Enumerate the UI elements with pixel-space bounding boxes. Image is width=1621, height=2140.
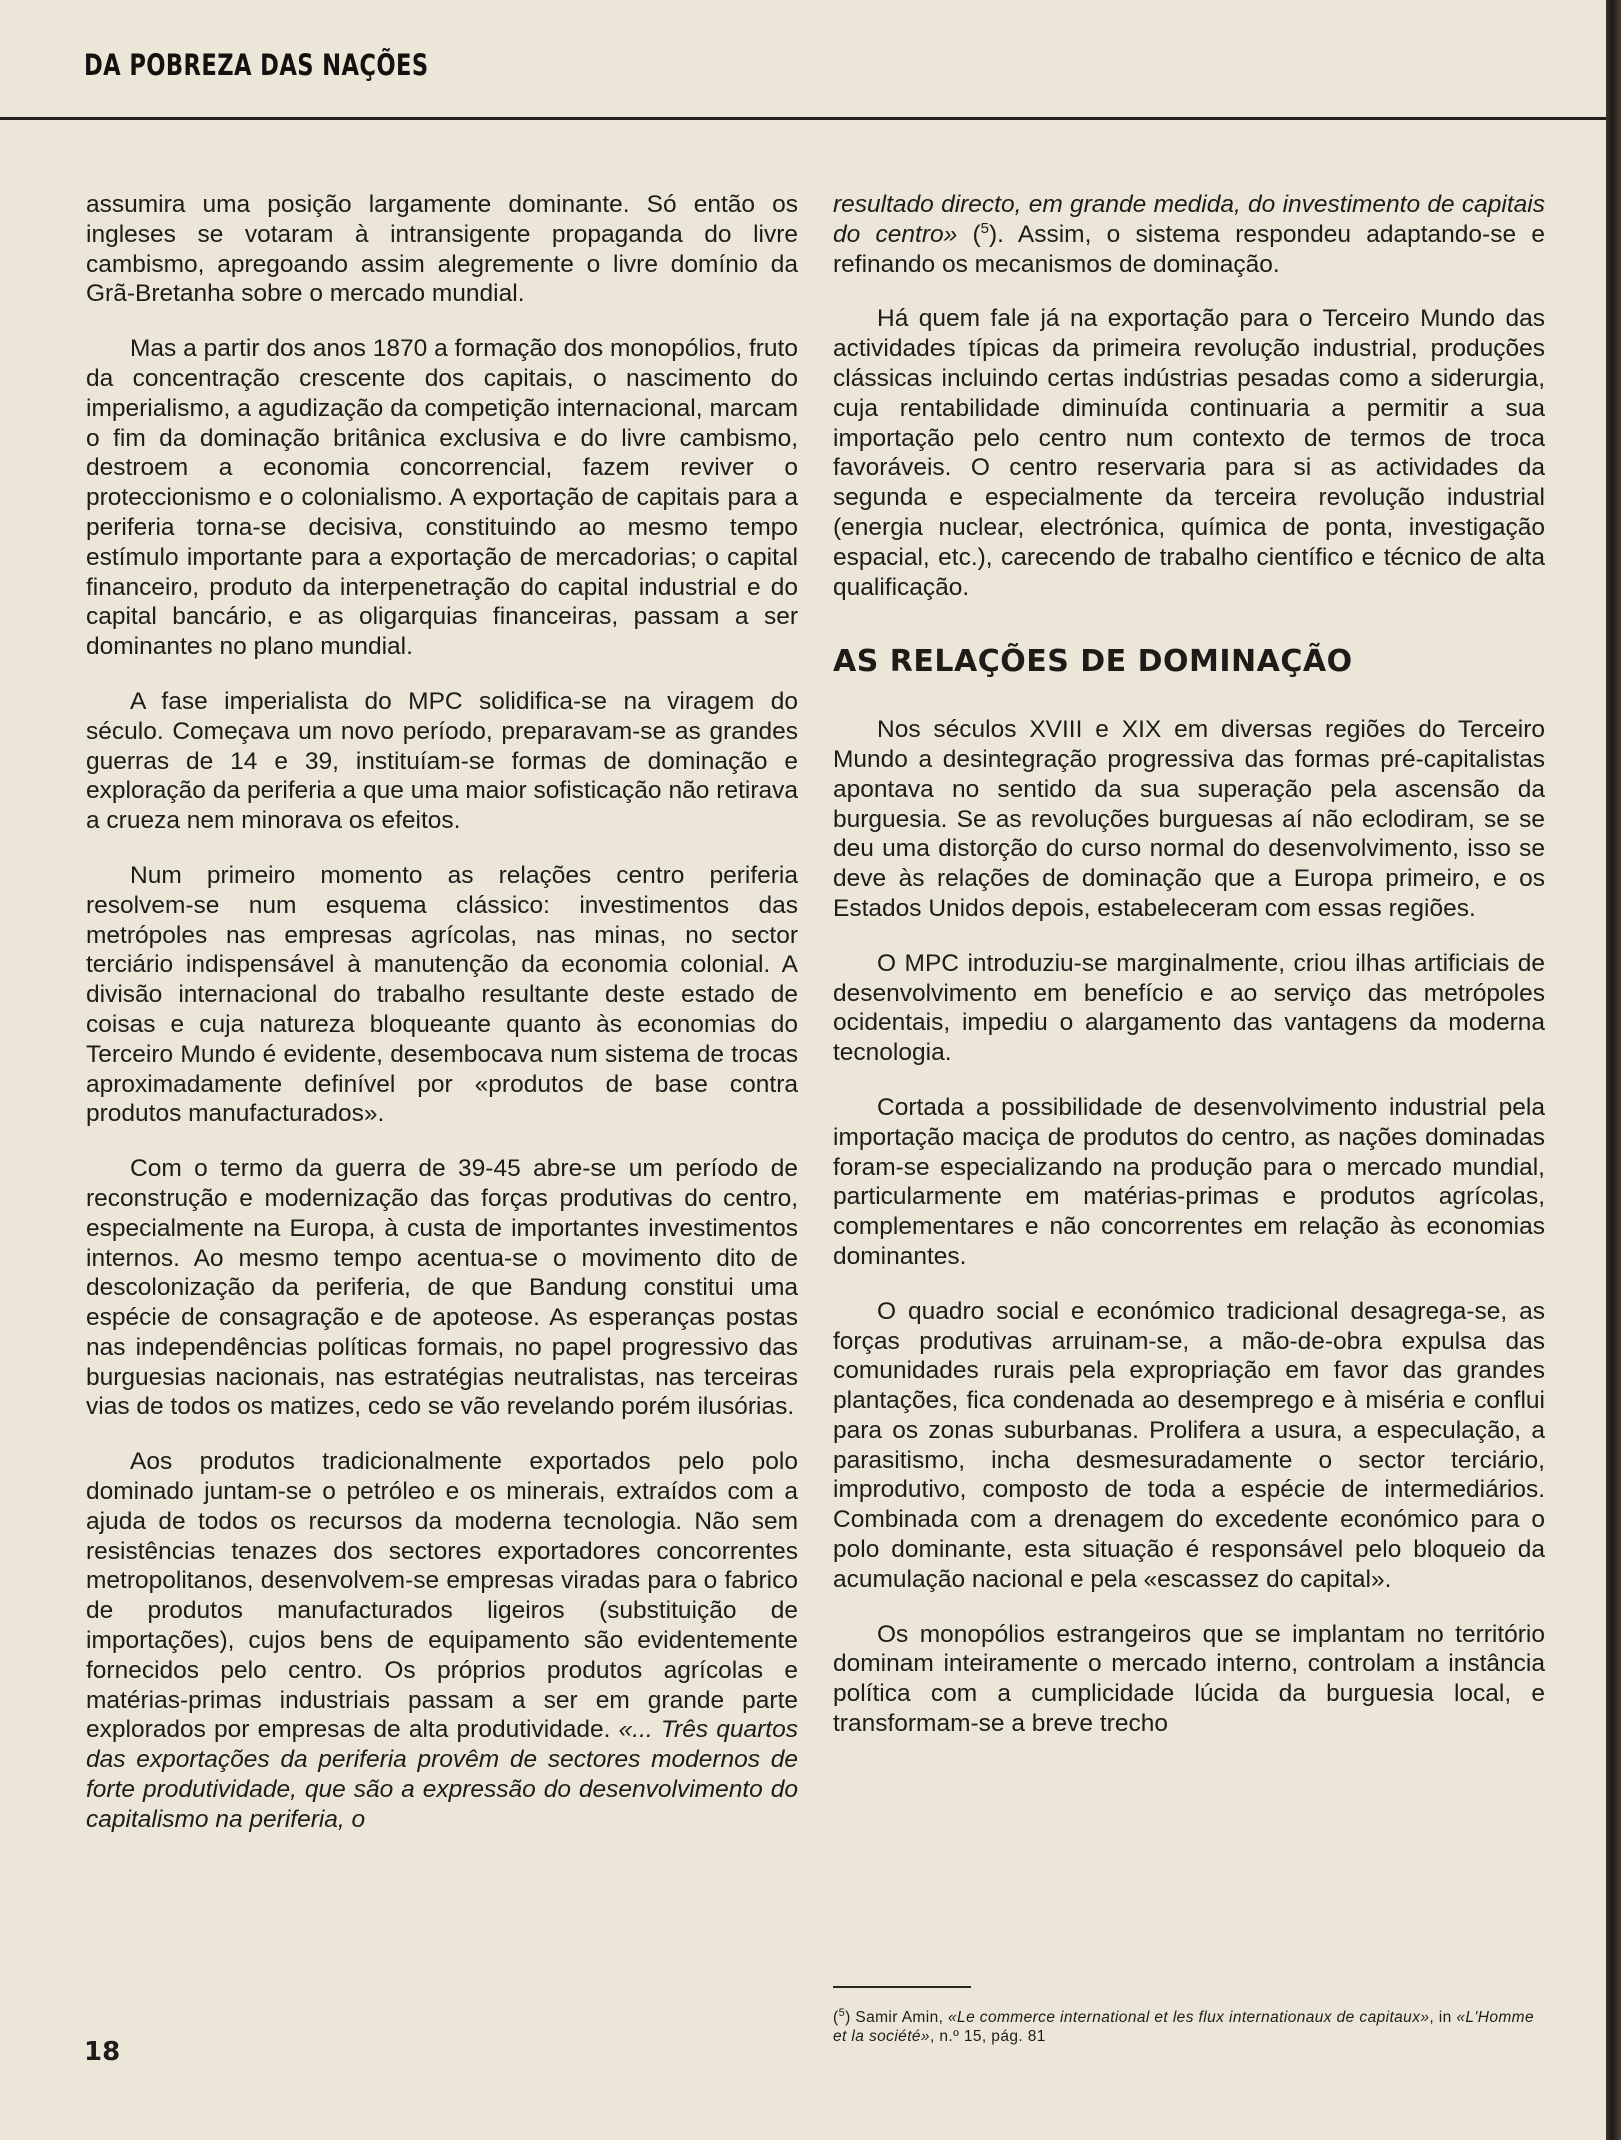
ref-open: ( xyxy=(957,220,981,248)
paragraph-text: ). Assim, o sistema respondeu adaptando-se e refinando os mecanismos de dominação. xyxy=(833,220,1545,278)
paragraph: Cortada a possibilidade de desenvolvimento industrial pela importação maciça de produtos do centro, as nações dominadas foram-se especializando na produção para o mercado mundial, particularmente em matérias-primas e produtos agrícolas, complementares e não concorrentes em relação às economias dominantes. xyxy=(833,1093,1545,1270)
paragraph-text: Aos produtos tradicionalmente exportados pelo polo dominado juntam-se o petróleo e os minerais, extraídos com a ajuda de todos os recursos da moderna tecnologia. Não sem resistências tenazes dos sectores exportadores concorrentes metropolitanos, desenvolvem-se empresas viradas para o fabrico de produtos manufacturados ligeiros (substituição de importações), cujos bens de equipamento são evidentemente fornecidos pelo centro. Os próprios produtos agrícolas e matérias-primas industriais passam a ser em grande parte explorados por empresas de alta produtividade. xyxy=(86,1448,798,1744)
paragraph: Os monopólios estrangeiros que se implantam no território dominam inteiramente o mercado interno, controlam a instância política com a cumplicidade lúcida da burguesia local, e transformam-se a breve trecho xyxy=(833,1620,1545,1738)
paragraph: Nos séculos XVIII e XIX em diversas regiões do Terceiro Mundo a desintegração progressiva das formas pré-capitalistas apontava no sentido da sua superação pela ascensão da burguesia. Se as revoluções burguesas aí não eclodiram, se se deu uma distorção do curso normal do desenvolvimento, isso se deve às relações de dominação que a Europa primeiro, e os Estados Unidos depois, estabeleceram com essas regiões. xyxy=(833,716,1545,922)
running-title: DA POBREZA DAS NAÇÕES xyxy=(84,48,429,82)
paragraph: Num primeiro momento as relações centro periferia resolvem-se num esquema clássico: investimentos das metrópoles nas empresas agrícolas, nas minas, no sector terciário indispensável à manutenção da economia colonial. A divisão internacional do trabalho resultante deste estado de coisas e cuja natureza bloqueante quanto às economias do Terceiro Mundo é evidente, desembocava num sistema de trocas aproximadamente definível por «produtos de base contra produtos manufacturados». xyxy=(86,861,798,1128)
paragraph: O quadro social e económico tradicional desagrega-se, as forças produtivas arruinam-se, a mão-de-obra expulsa das comunidades rurais pela expropriação em favor das grandes plantações, fica condenada ao desemprego e à miséria e conflui para os zonas suburbanas. Prolifera a usura, a especulação, a parasitismo, incha desmesuradamente o sector terciário, improdutivo, composto de toda a espécie de intermediários. Combinada com a drenagem do excedente económico para o polo dominante, esta situação é responsável pelo bloqueio da acumulação nacional e pela «escassez do capital». xyxy=(833,1297,1545,1593)
paragraph: Há quem fale já na exportação para o Terceiro Mundo das actividades típicas da primeira revolução industrial, produções clássicas incluindo certas indústrias pesadas como a siderurgia, cuja rentabilidade diminuída continuaria a permitir a sua importação pelo centro num contexto de termos de troca favoráveis. O centro reservaria para si as actividades da segunda e especialmente da terceira revolução industrial (energia nuclear, electrónica, química de ponta, investigação espacial, etc.), carecendo de trabalho científico e técnico de alta qualificação. xyxy=(833,305,1545,601)
paragraph: Mas a partir dos anos 1870 a formação dos monopólios, fruto da concentração crescente dos capitais, o nascimento do imperialismo, a agudização da competição internacional, marcam o fim da dominação britânica exclusiva e do livre cambismo, destroem a economia concorrencial, fazem reviver o proteccionismo e o colonialismo. A exportação de capitais para a periferia torna-se decisiva, constituindo ao mesmo tempo estímulo importante para a exportação de mercadorias; o capital financeiro, produto da interpenetração do capital industrial e do capital bancário, e as oligarquias financeiras, passam a ser dominantes no plano mundial. xyxy=(86,335,798,661)
header-rule xyxy=(0,117,1606,120)
paragraph xyxy=(86,1447,798,1834)
quotation: resultado directo, em grande medida, do investimento de capitais do centro» xyxy=(833,191,1545,248)
footnote-ref-open: ( xyxy=(833,2009,839,2026)
paragraph: A fase imperialista do MPC solidifica-se na viragem do século. Começava um novo período, preparavam-se as grandes guerras de 14 e 39, instituíam-se formas de dominação e exploração da periferia a que uma maior sofisticação não retirava a crueza nem minorava os efeitos. xyxy=(86,687,798,835)
page-edge xyxy=(1606,0,1621,2140)
footnote-in: , in xyxy=(1429,2009,1457,2026)
footnote-number: 5 xyxy=(838,2006,846,2019)
quotation: «... Três quartos das exportações da periferia provêm de sectores modernos de forte produtividade, que são a expressão do desenvolvimento do capitalismo na periferia, o xyxy=(86,1716,798,1833)
footnote-reference: 5 xyxy=(980,219,989,237)
footnote xyxy=(833,2008,1545,2046)
paragraph: Com o termo da guerra de 39-45 abre-se um período de reconstrução e modernização das forças produtivas do centro, especialmente na Europa, à custa de importantes investimentos internos. Ao mesmo tempo acentua-se o movimento dito de descolonização da periferia, de que Bandung constitui uma espécie de consagração e de apoteose. As esperanças postas nas independências políticas formais, no papel progressivo das burguesias nacionais, nas estratégias neutralistas, nas terceiras vias de todos os matizes, cedo se vão revelando porém ilusórias. xyxy=(86,1155,798,1421)
footnote-source: «L'Homme et la société» xyxy=(833,2009,1535,2045)
paragraph xyxy=(833,190,1545,279)
right-column xyxy=(833,190,1545,1764)
footnote-title: «Le commerce international et les flux internationaux de capitaux» xyxy=(948,2009,1430,2026)
page-number: 18 xyxy=(84,2037,121,2067)
section-heading: AS RELAÇÕES DE DOMINAÇÃO xyxy=(833,644,1353,680)
footnote-ref-close: ) xyxy=(845,2009,851,2026)
footnote-details: , n.º 15, pág. 81 xyxy=(929,2028,1046,2045)
footnote-rule xyxy=(833,1986,971,1988)
left-column xyxy=(86,190,798,1860)
paragraph: O MPC introduziu-se marginalmente, criou ilhas artificiais de desenvolvimento em benefício e ao serviço das metrópoles ocidentais, impediu o alargamento das vantagens da moderna tecnologia. xyxy=(833,949,1545,1067)
footnote-author: Samir Amin, xyxy=(850,2009,949,2026)
paragraph: assumira uma posição largamente dominante. Só então os ingleses se votaram à intransigente propaganda do livre cambismo, apregoando assim alegremente o livre domínio da Grã-Bretanha sobre o mercado mundial. xyxy=(86,191,798,308)
